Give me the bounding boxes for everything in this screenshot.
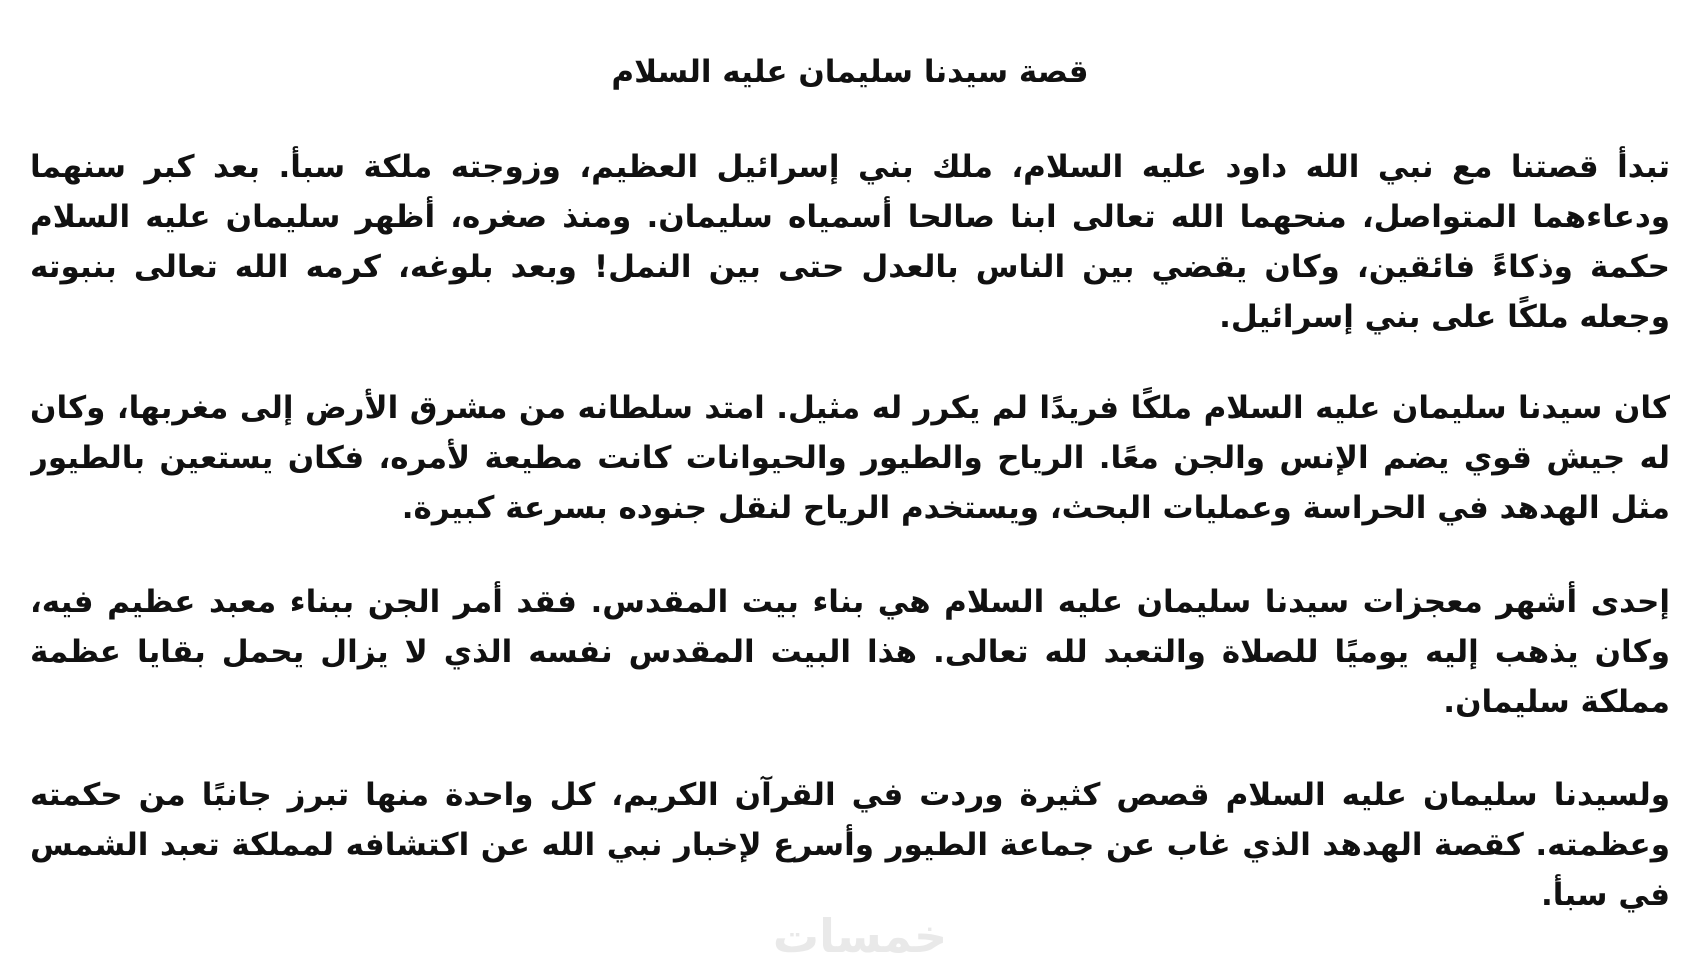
paragraph-3: إحدى أشهر معجزات سيدنا سليمان عليه السلام هي بناء بيت المقدس. فقد أمر الجن ببناء معبد عظيم فيه، وكان يذهب إليه يوميًا للصلاة والتعبد لله تعالى. هذا البيت المقدس نفسه الذي لا يزال يحمل بقايا عظمة مملكة سليمان.	[30, 584, 1670, 720]
paragraph-1: تبدأ قصتنا مع نبي الله داود عليه السلام، ملك بني إسرائيل العظيم، وزوجته ملكة سبأ. بعد كبر سنهما ودعاءهما المتواصل، منحهما الله تعالى ابنا صالحا أسمياه سليمان. ومنذ صغره، أظهر سليمان عليه السلام حكمة وذكاءً فائقين، وكان يقضي بين الناس بالعدل حتى بين النمل! وبعد بلوغه، كرمه الله تعالى بنبوته وجعله ملكًا على بني إسرائيل.	[30, 149, 1670, 335]
watermark-logo: خمسات	[772, 909, 948, 963]
document-page	[30, 0, 1670, 970]
paragraph-4: ولسيدنا سليمان عليه السلام قصص كثيرة وردت في القرآن الكريم، كل واحدة منها تبرز جانبًا من حكمته وعظمته. كقصة الهدهد الذي غاب عن جماعة الطيور وأسرع لإخبار نبي الله عن اكتشافه لمملكة تعبد الشمس في سبأ.	[30, 777, 1670, 913]
document-title: قصة سيدنا سليمان عليه السلام	[611, 54, 1089, 90]
paragraph-2: كان سيدنا سليمان عليه السلام ملكًا فريدًا لم يكرر له مثيل. امتد سلطانه من مشرق الأرض إلى مغربها، وكان له جيش قوي يضم الإنس والجن معًا. الرياح والطيور والحيوانات كانت مطيعة لأمره، فكان يستعين بالطيور مثل الهدهد في الحراسة وعمليات البحث، ويستخدم الرياح لنقل جنوده بسرعة كبيرة.	[30, 390, 1670, 526]
